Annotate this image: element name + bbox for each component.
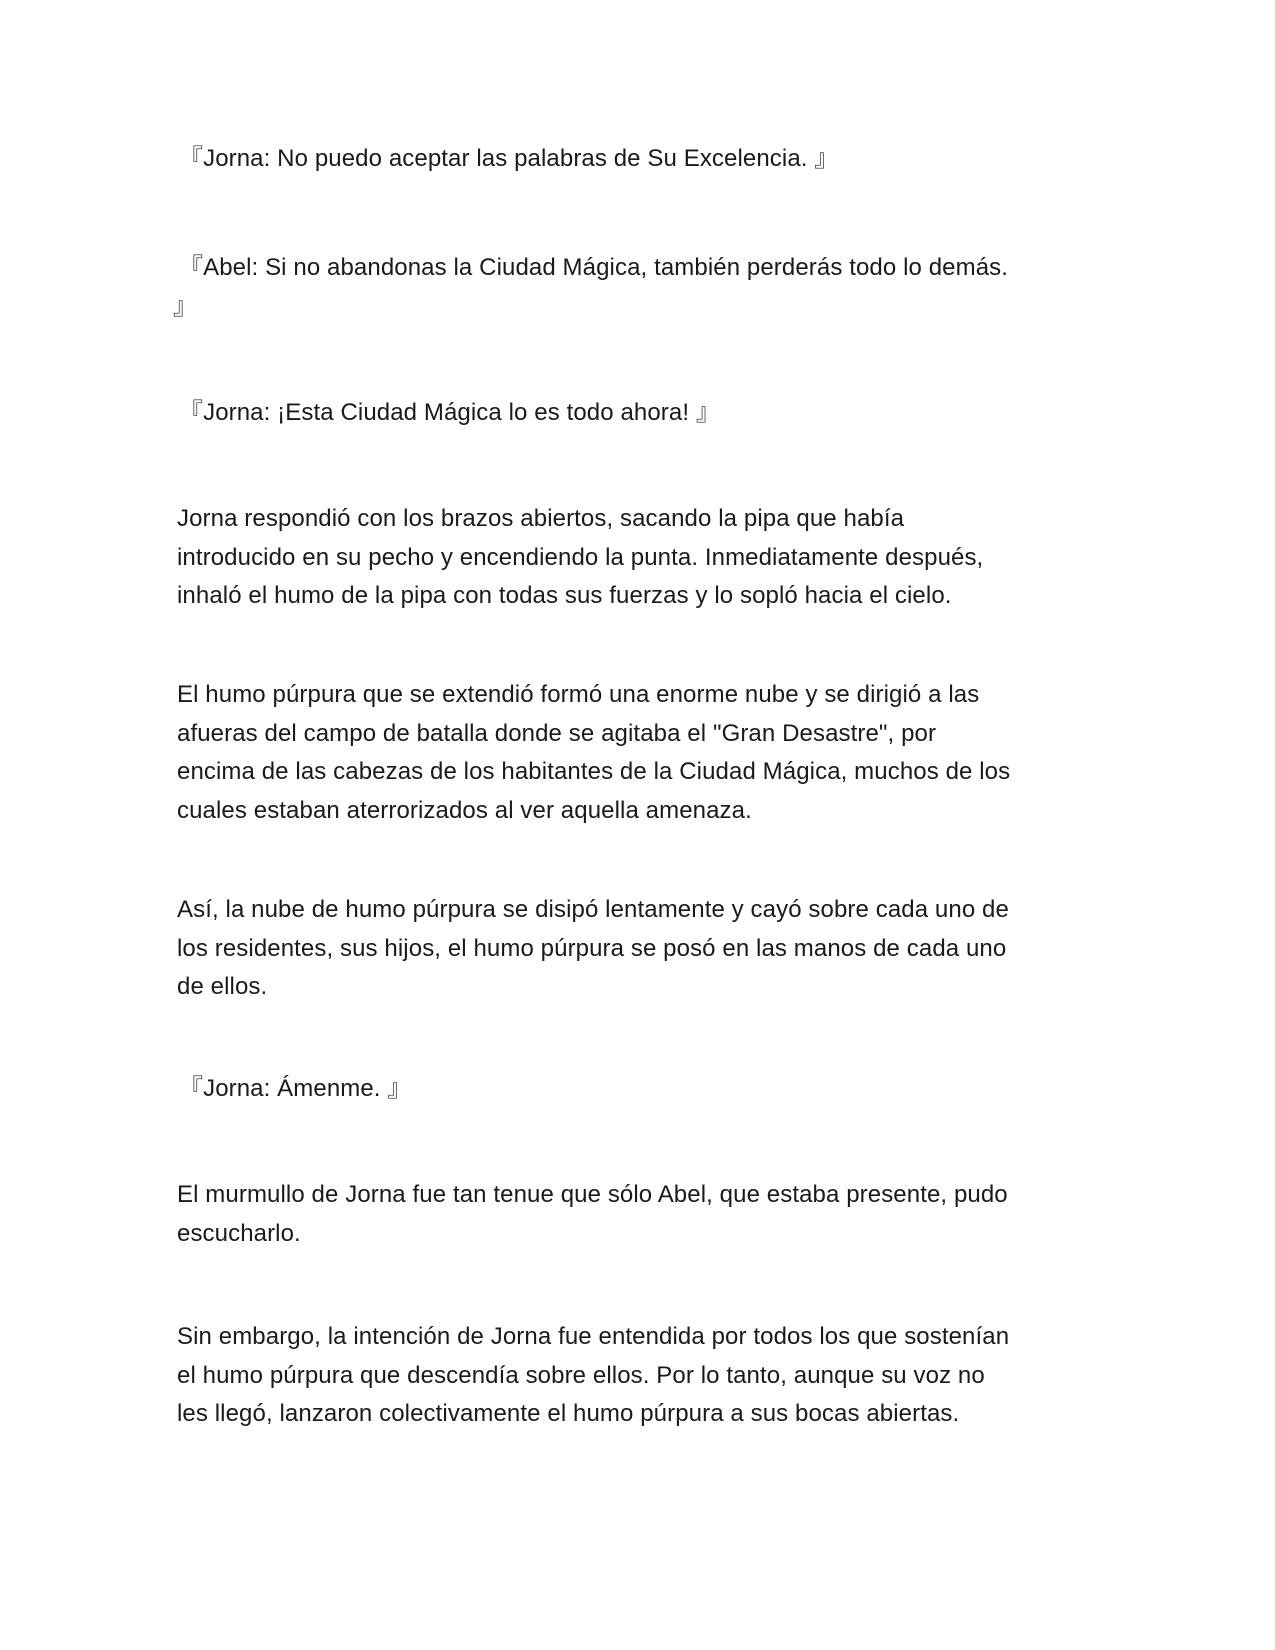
text-line: escucharlo. [177,1219,301,1247]
text-line: el humo púrpura que descendía sobre ellos. Por lo tanto, aunque su voz no [177,1361,985,1389]
dialogue-jorna-2 [179,394,1109,433]
narration-paragraph-2 [177,676,1107,830]
text-line: afueras del campo de batalla donde se agitaba el "Gran Desastre", por [177,719,937,747]
narration-paragraph-1 [177,500,1107,616]
text-line: 『Jorna: ¡Esta Ciudad Mágica lo es todo ahora! 』 [179,399,720,426]
dialogue-jorna-1 [179,140,1109,179]
text-line: inhaló el humo de la pipa con todas sus fuerzas y lo sopló hacia el cielo. [177,582,952,609]
text-line: El murmullo de Jorna fue tan tenue que sólo Abel, que estaba presente, pudo [177,1181,1008,1208]
text-line: Jorna respondió con los brazos abiertos, sacando la pipa que había [177,505,905,532]
text-line: los residentes, sus hijos, el humo púrpura se posó en las manos de cada uno [177,934,1007,962]
dialogue-jorna-3 [179,1070,1109,1109]
narration-paragraph-5 [177,1318,1107,1434]
narration-paragraph-3 [177,891,1107,1007]
dialogue-abel-1 [173,249,1109,326]
text-line: El humo púrpura que se extendió formó una enorme nube y se dirigió a las [177,681,980,708]
text-line: les llegó, lanzaron colectivamente el humo púrpura a sus bocas abiertas. [177,1400,960,1427]
text-line: 』 [173,292,198,320]
text-line: de ellos. [177,973,268,1000]
text-line: cuales estaban aterrorizados al ver aquella amenaza. [177,796,752,824]
text-line: 『Jorna: No puedo aceptar las palabras de Su Excelencia. 』 [179,145,839,172]
text-line: encima de las cabezas de los habitantes de la Ciudad Mágica, muchos de los [177,758,1011,785]
text-line: Sin embargo, la intención de Jorna fue entendida por todos los que sostenían [177,1323,1010,1350]
text-line: Así, la nube de humo púrpura se disipó lentamente y cayó sobre cada uno de [177,896,1009,923]
text-line: 『Jorna: Ámenme. 』 [179,1075,412,1102]
text-line: 『Abel: Si no abandonas la Ciudad Mágica, también perderás todo lo demás. [179,254,1009,281]
text-line: introducido en su pecho y encendiendo la punta. Inmediatamente después, [177,543,984,571]
narration-paragraph-4 [177,1176,1107,1253]
